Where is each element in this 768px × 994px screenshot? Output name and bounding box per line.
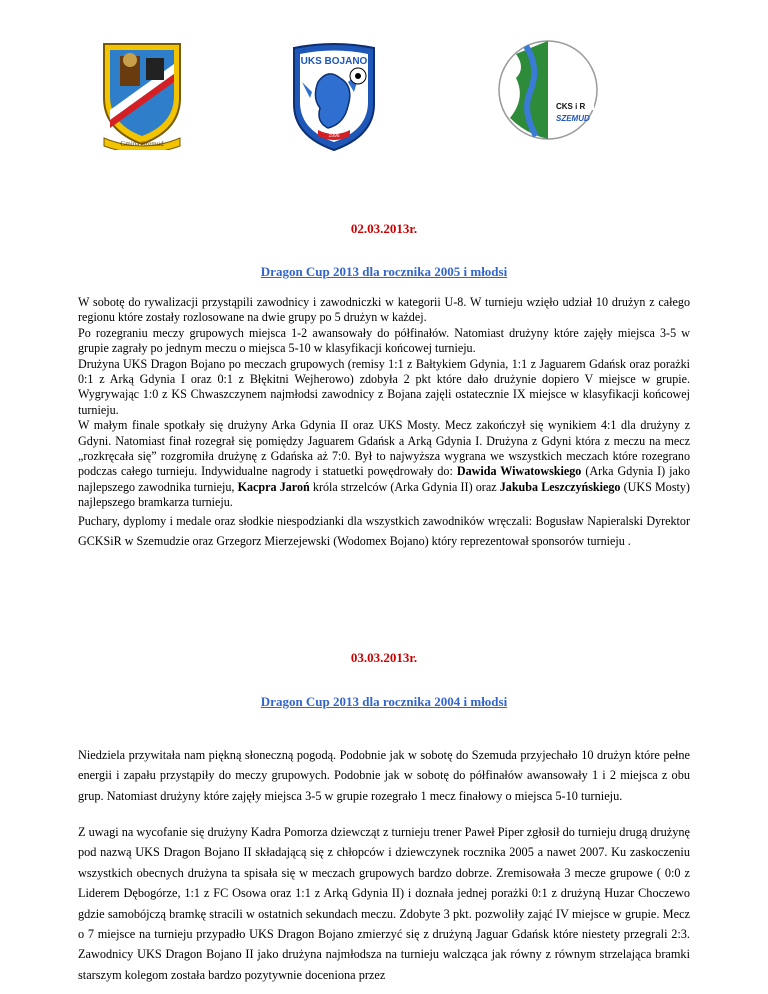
gcksir-szemud-logo	[496, 38, 600, 143]
gcksir-szemud: SZEMUD	[556, 114, 590, 123]
section1-para2: Po rozegraniu meczy grupowych miejsca 1-2 awansowały do półfinałów. Natomiast drużyny które zajęły miejsca 3-5 w grupie zagrały po jednym meczu o miejsca 5-10 w klasyfikacji końcowej turnieju.	[78, 325, 690, 356]
gmina-caption: Gmina Szemud	[120, 140, 164, 148]
section2-title: Dragon Cup 2013 dla rocznika 2004 i młodsi	[260, 694, 508, 709]
uks-bojano-logo	[288, 42, 380, 152]
gcksir-caption: CKS i R	[556, 102, 586, 111]
section2-para2: Z uwagi na wycofanie się drużyny Kadra Pomorza dziewcząt z turnieju trener Paweł Piper zgłosił do turnieju drugą drużynę pod nazwą UKS Dragon Bojano II składającą się z chłopców i dziewczynek rocznika 2005 a nawet 2007. Ku zaskoczeniu wszystkich obecnych drużyna ta spisała się w meczach grupowych bardzo dobrze. Zremisowała 3 mecze grupowe ( 0:0 z Liderem Dębogórze, 1:1 z FC Osowa oraz 1:1 z Arką Gdynia II) i doznała jednej porażki 0:1 z drużyną Huzar Choczewo gdzie samobójczą bramkę stracili w ostatnich sekundach meczu. Zdobyte 3 pkt. pozwoliły zająć IV miejsce w grupie. Mecz o 7 miejsce na turnieju przypadło UKS Dragon Bojano zmierzyć się z drużyną Jaguar Gdańsk które niestety przegrali 2:3. Zawodnicy UKS Dragon Bojano II jako drużyna najmłodsza na turnieju walcząca jak równy z równym strzelająca bramki starszym kolegom została bardzo pozytywnie doceniona przez	[78, 825, 690, 982]
award-best-player: Dawida Wiwatowskiego	[456, 464, 582, 479]
award-best-goalkeeper: Jakuba Leszczyńskiego	[499, 479, 621, 494]
uks-year: 1996	[328, 133, 340, 139]
section1-para4: W małym finale spotkały się drużyny Arka Gdynia II oraz UKS Mosty. Mecz zakończył się wynikiem 4:1 dla drużyny z Gdyni. Natomiast finał rozegrał się pomiędzy Jaguarem Gdańsk a Arką Gdynia I. Drużyna z Gdyni która z meczu na mecz „rozkręcała się” rozgromiła drużynę z Gdańska aż 7:0. Był to najwyższa wygrana we wszystkich meczach które rozegrano podczas całego turnieju. Indywidualne nagrody i statuetki powędrowały do: Dawida Wiwatowskiego (Arka Gdynia I) jako najlepszego zawodnika turnieju, Kacpra Jaroń króla strzelców (Arka Gdynia II) oraz Jakuba Leszczyńskiego (UKS Mosty) najlepszego bramkarza turnieju.	[78, 418, 690, 510]
section1-para5: Puchary, dyplomy i medale oraz słodkie niespodzianki dla wszystkich zawodników wręczali: Bogusław Napieralski Dyrektor GCKSiR w Szemudzie oraz Grzegorz Mierzejewski (Wodomex Bojano) który reprezentował sponsorów turnieju .	[78, 513, 690, 549]
award-top-scorer: Kacpra Jaroń	[237, 479, 310, 494]
gmina-szemud-crest-logo	[96, 38, 188, 150]
section2-date: 03.03.2013r.	[350, 650, 418, 665]
section1-title: Dragon Cup 2013 dla rocznika 2005 i młodsi	[260, 264, 508, 279]
section1-date: 02.03.2013r.	[350, 221, 418, 236]
section2-para1: Niedziela przywitała nam piękną słoneczną pogodą. Podobnie jak w sobotę do Szemuda przyjechało 10 drużyn które pełne energii i zapału przystąpiły do meczy grupowych. Podobnie jak w sobotę do półfinałów awansowały 1 i 2 miejsca z obu grup. Natomiast drużyny które zajęły miejsca 3-5 w grupie rozegrało 1 mecz finałowy o miejsca 5-10 turnieju.	[78, 748, 690, 803]
section1-para1: W sobotę do rywalizacji przystąpili zawodnicy i zawodniczki w kategorii U-8. W turnieju wzięło udział 10 drużyn z całego regionu które zostały rozlosowane na dwie grupy po 5 drużyn w każdej.	[78, 295, 690, 325]
uks-caption: UKS BOJANO	[300, 56, 368, 67]
section1-body	[78, 295, 690, 552]
section1-para3: Drużyna UKS Dragon Bojano po meczach grupowych (remisy 1:1 z Bałtykiem Gdynia, 1:1 z Jaguarem Gdańsk oraz porażki 0:1 z Arką Gdynia I oraz 0:1 z Błękitni Wejherowo) zdobyła 2 pkt które dało drużynie dopiero V miejsce w grupie. Wygrywając 1:0 z KS Chwaszczynem najmłodsi zawodnicy z Bojana zajęli ostatecznie IX miejsce w klasyfikacji końcowej turnieju.	[78, 356, 690, 417]
